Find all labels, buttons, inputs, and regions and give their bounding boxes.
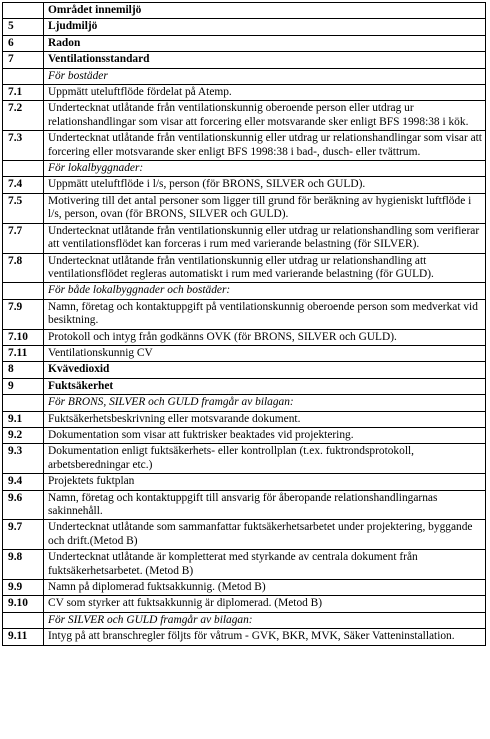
row-number: 7.5 (3, 193, 44, 223)
table-row (3, 253, 486, 283)
subheading-text: För både lokalbyggnader och bostäder: (44, 283, 486, 299)
section-row (3, 52, 486, 68)
row-text: Undertecknat utlåtande från ventilationskunnig oberoende person eller utdrag ur relationshandlingar som visar att forcering eller motsvarande sker enligt BFS 1998:38 i kök. (44, 101, 486, 131)
row-number: 9.1 (3, 411, 44, 427)
row-text: Undertecknat utlåtande från ventilationskunnig eller utdrag ur relationshandling som verifierar att ventilationsflödet kan forceras i rum med varierande belastning (för SILVER). (44, 223, 486, 253)
subheading-text: För bostäder (44, 68, 486, 84)
requirements-table (2, 2, 486, 646)
table-row (3, 101, 486, 131)
requirements-table-body (3, 3, 486, 646)
section-title: Radon (44, 35, 486, 51)
table-row (3, 580, 486, 596)
row-number: 9.10 (3, 596, 44, 612)
row-number: 9.3 (3, 444, 44, 474)
row-number: 7.10 (3, 329, 44, 345)
row-text: Protokoll och intyg från godkänns OVK (för BRONS, SILVER och GULD). (44, 329, 486, 345)
row-number: 7.4 (3, 177, 44, 193)
table-row (3, 177, 486, 193)
row-number: 9.8 (3, 550, 44, 580)
row-number: 7.3 (3, 131, 44, 161)
table-row (3, 193, 486, 223)
subheading-row (3, 283, 486, 299)
table-row (3, 444, 486, 474)
row-text: Uppmätt uteluftflöde i l/s, person (för BRONS, SILVER och GULD). (44, 177, 486, 193)
table-row (3, 85, 486, 101)
row-text: Namn, företag och kontaktuppgift till ansvarig för åberopande relationshandlingarnas sakinnehåll. (44, 490, 486, 520)
row-text: Motivering till det antal personer som ligger till grund för beräkning av hygieniskt luftflöde i l/s, person, ovan (för BRONS, SILVER och GULD). (44, 193, 486, 223)
row-number: 7.8 (3, 253, 44, 283)
row-number: 7.1 (3, 85, 44, 101)
row-text: Fuktsäkerhetsbeskrivning eller motsvarande dokument. (44, 411, 486, 427)
title-number-cell (3, 3, 44, 19)
row-number: 7.2 (3, 101, 44, 131)
row-number: 9.7 (3, 520, 44, 550)
section-row (3, 19, 486, 35)
section-title: Ventilationsstandard (44, 52, 486, 68)
row-text: Undertecknat utlåtande är kompletterat med styrkande av centrala dokument från fuktsäkerhetsarbetet. (Metod B) (44, 550, 486, 580)
row-number: 7.11 (3, 345, 44, 361)
table-row (3, 299, 486, 329)
row-number: 9.4 (3, 474, 44, 490)
section-row (3, 362, 486, 378)
row-text: Projektets fuktplan (44, 474, 486, 490)
section-title: Fuktsäkerhet (44, 378, 486, 394)
subheading-row (3, 161, 486, 177)
table-row (3, 474, 486, 490)
table-row (3, 596, 486, 612)
table-row (3, 411, 486, 427)
subheading-row (3, 395, 486, 411)
row-number: 7.7 (3, 223, 44, 253)
row-text: Namn, företag och kontaktuppgift på ventilationskunnig oberoende person som medverkat vid besiktning. (44, 299, 486, 329)
section-row (3, 35, 486, 51)
subheading-row (3, 612, 486, 628)
table-title: Området innemiljö (44, 3, 486, 19)
row-text: CV som styrker att fuktsakkunnig är diplomerad. (Metod B) (44, 596, 486, 612)
row-text: Dokumentation enligt fuktsäkerhets- eller kontrollplan (t.ex. fuktrondsprotokoll, arbetsberedningar etc.) (44, 444, 486, 474)
row-text: Ventilationskunnig CV (44, 345, 486, 361)
row-number (3, 612, 44, 628)
row-text: Uppmätt uteluftflöde fördelat på Atemp. (44, 85, 486, 101)
table-row (3, 520, 486, 550)
table-row (3, 223, 486, 253)
table-row (3, 131, 486, 161)
row-number: 6 (3, 35, 44, 51)
table-row (3, 550, 486, 580)
table-title-row (3, 3, 486, 19)
row-number: 5 (3, 19, 44, 35)
row-text: Undertecknat utlåtande från ventilationskunnig eller utdrag ur relationshandlingar som visar att forcering eller motsvarande sker enligt BFS 1998:38 i bad-, dusch- eller tvättrum. (44, 131, 486, 161)
row-text: Undertecknat utlåtande som sammanfattar fuktsäkerhetsarbetet under projektering, byggande och drift.(Metod B) (44, 520, 486, 550)
subheading-text: För BRONS, SILVER och GULD framgår av bilagan: (44, 395, 486, 411)
table-row (3, 329, 486, 345)
row-number: 7 (3, 52, 44, 68)
row-text: Intyg på att branschregler följts för våtrum - GVK, BKR, MVK, Säker Vatteninstallation. (44, 629, 486, 645)
subheading-row (3, 68, 486, 84)
row-number (3, 395, 44, 411)
row-number: 9.6 (3, 490, 44, 520)
row-number: 9.2 (3, 427, 44, 443)
section-row (3, 378, 486, 394)
row-number: 7.9 (3, 299, 44, 329)
row-number: 9 (3, 378, 44, 394)
subheading-text: För SILVER och GULD framgår av bilagan: (44, 612, 486, 628)
table-row (3, 345, 486, 361)
table-row (3, 427, 486, 443)
section-title: Ljudmiljö (44, 19, 486, 35)
table-row (3, 629, 486, 645)
row-number: 9.11 (3, 629, 44, 645)
row-number (3, 161, 44, 177)
row-text: Dokumentation som visar att fuktrisker beaktades vid projektering. (44, 427, 486, 443)
row-text: Namn på diplomerad fuktsakkunnig. (Metod B) (44, 580, 486, 596)
row-number: 8 (3, 362, 44, 378)
table-row (3, 490, 486, 520)
row-number: 9.9 (3, 580, 44, 596)
row-number (3, 283, 44, 299)
section-title: Kvävedioxid (44, 362, 486, 378)
row-number (3, 68, 44, 84)
subheading-text: För lokalbyggnader: (44, 161, 486, 177)
row-text: Undertecknat utlåtande från ventilationskunnig eller utdrag ur relationshandling att ventilationsflödet regleras automatiskt i rum med varierande belastning (för GULD). (44, 253, 486, 283)
